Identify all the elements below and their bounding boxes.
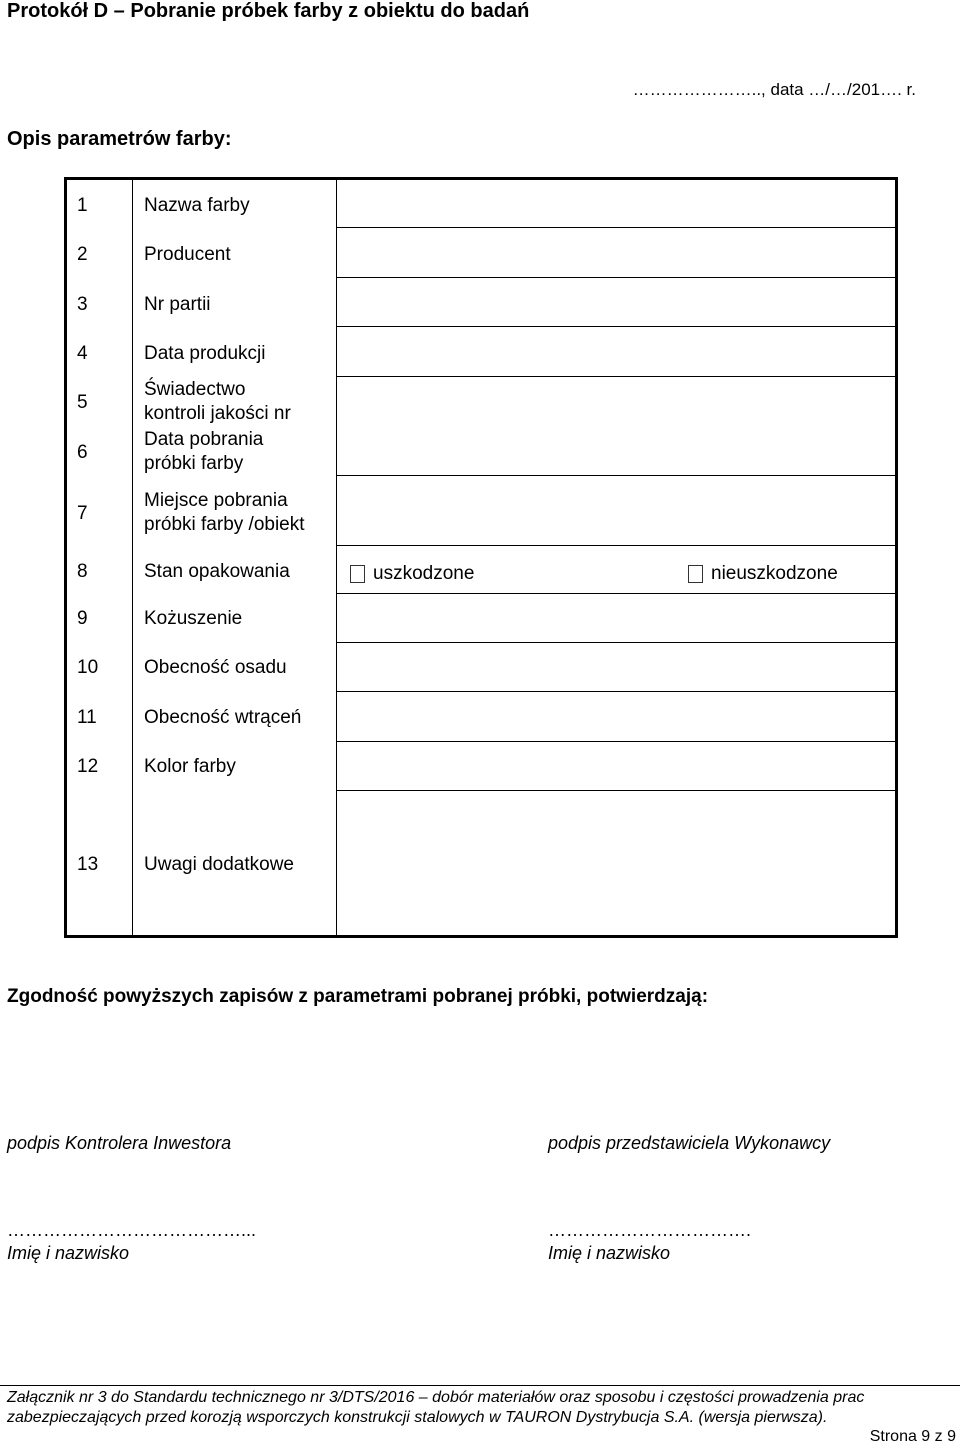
signature-line-contractor: ……………………………. [548,1220,752,1240]
row-label-line: Miejsce pobrania [144,490,288,511]
row-number: 7 [77,503,88,524]
signature-line-investor: …………………………………... [7,1220,257,1240]
signature-label-investor: podpis Kontrolera Inwestora [7,1133,232,1153]
row-number: 2 [77,244,88,265]
row-label-line: Data pobrania [144,429,264,450]
footer-divider [0,1385,960,1386]
row-label-sediment: Obecność osadu [144,657,287,678]
signature-label-contractor: podpis przedstawiciela Wykonawcy [548,1133,831,1153]
undamaged-checkbox[interactable] [688,565,703,583]
row-number: 13 [77,854,99,875]
row-label-inclusions: Obecność wtrąceń [144,707,302,728]
row-divider [336,741,895,742]
paint-parameters-heading: Opis parametrów farby: [7,128,232,150]
row-label-skinning: Kożuszenie [144,608,243,629]
row-label-production-date: Data produkcji [144,343,266,364]
row-number: 10 [77,657,99,678]
row-divider [336,326,895,327]
page-number: Strona 9 z 9 [869,1428,956,1445]
packaging-option-damaged[interactable] [350,563,474,585]
row-divider [336,376,895,377]
name-label-investor: Imię i nazwisko [7,1243,130,1263]
row-label-line: kontroli jakości nr [144,403,291,424]
damaged-checkbox[interactable] [350,565,365,583]
paint-parameters-table [64,177,898,938]
row-divider [336,277,895,278]
row-number: 9 [77,608,88,629]
row-label-remarks: Uwagi dodatkowe [144,854,294,875]
row-number: 3 [77,294,88,315]
row-label-paint-name: Nazwa farby [144,195,250,216]
packaging-option-label: nieuszkodzone [711,563,838,584]
confirmation-text: Zgodność powyższych zapisów z parametrami pobranej próbki, potwierdzają: [7,986,709,1007]
row-number: 1 [77,195,88,216]
row-label-line: Świadectwo [144,379,246,400]
name-label-contractor: Imię i nazwisko [548,1243,671,1263]
row-label-sampling-place [144,489,305,537]
packaging-option-label: uszkodzone [373,563,475,584]
row-number: 5 [77,392,88,413]
packaging-option-undamaged[interactable] [688,563,838,585]
row-divider [336,475,895,476]
row-number: 12 [77,756,99,777]
row-label-manufacturer: Producent [144,244,231,265]
column-divider-label [336,180,337,935]
row-number: 11 [77,707,97,728]
row-label-paint-color: Kolor farby [144,756,236,777]
row-label-batch-number: Nr partii [144,294,211,315]
row-label-line: próbki farby [144,453,244,474]
row-divider [336,691,895,692]
row-divider [336,227,895,228]
row-divider [336,642,895,643]
row-label-line: próbki farby /obiekt [144,514,305,535]
row-number: 4 [77,343,88,364]
row-divider [336,790,895,791]
row-number: 6 [77,442,88,463]
row-divider [336,545,895,546]
place-date-line: ………………….., data …/…/201…. r. [632,80,916,99]
row-label-packaging-state: Stan opakowania [144,561,290,582]
row-label-quality-certificate [144,378,291,426]
footer-line-1: Załącznik nr 3 do Standardu technicznego nr 3/DTS/2016 – dobór materiałów oraz sposobu i częstości prowadzenia prac [7,1389,865,1406]
footer-line-2: zabezpieczających przed korozją wsporczych konstrukcji stalowych w TAURON Dystrybucja S.A. (wersja pierwsza). [7,1409,828,1426]
row-divider [336,593,895,594]
column-divider-number [132,180,133,935]
document-title: Protokół D – Pobranie próbek farby z obiektu do badań [7,0,530,22]
row-label-sampling-date [144,428,263,476]
row-number: 8 [77,561,88,582]
